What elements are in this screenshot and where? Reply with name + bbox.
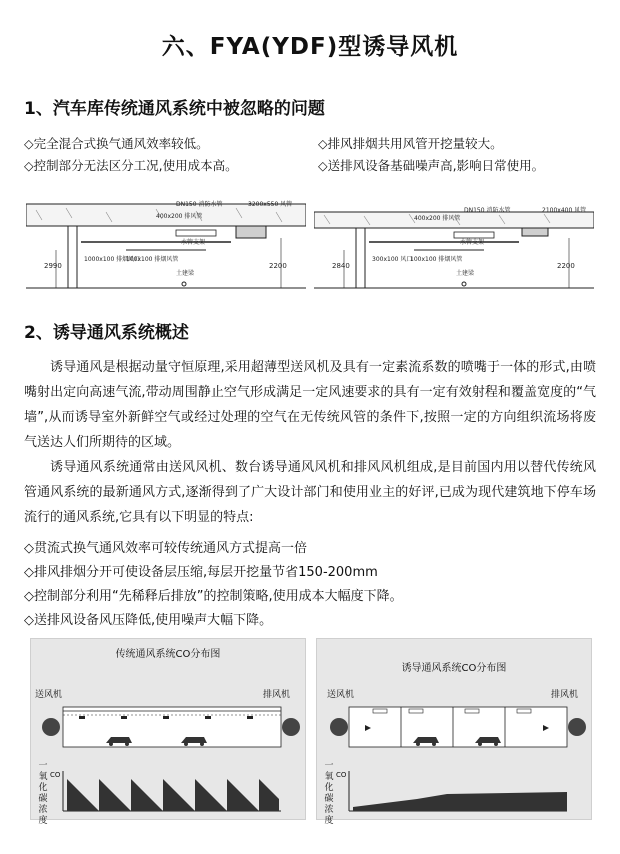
section-drawing-traditional xyxy=(26,190,306,295)
drawing-label: 3200x550 风管 xyxy=(248,201,293,208)
diagram-title: 传统通风系统CO分布图 xyxy=(115,649,221,660)
feature-item: ◇控制部分利用“先稀释后排放”的控制策略,使用成本大幅度下降。 xyxy=(24,589,403,604)
feature-item: ◇排风排烟分开可使设备层压缩,每层开挖量节省150-200mm xyxy=(24,565,378,580)
drawing-label: 300x100 风口 xyxy=(372,256,413,263)
page-title: 六、FYA(YDF)型诱导风机 xyxy=(161,34,459,60)
exhaust-fan-label: 排风机 xyxy=(263,690,291,700)
drawing-dimension: 2200 xyxy=(557,262,575,270)
bullet-item: ◇送排风设备基础噪声高,影响日常使用。 xyxy=(318,158,545,173)
paragraph: 诱导通风是根据动量守恒原理,采用超薄型送风机及具有一定素流系数的喷嘴于一体的形式,由喷嘴射出定向高速气流,带动周围静止空气形成满足一定风速要求的具有一定有效射程和覆盖宽度的“气墙”,从而诱导室外新鲜空气或经过处理的空气在无传统风管的条件下,按照一定的方向组织流场将废气送达人们所期待的区域。 xyxy=(24,360,596,450)
drawing-label: DN150 消防水管 xyxy=(176,201,223,208)
paragraph: 诱导通风系统通常由送风风机、数台诱导通风风机和排风风机组成,是目前国内用以替代传统风管通风系统的最新通风方式,逐渐得到了广大设计部门和使用业主的好评,已成为现代建筑地下停车场流行的通风系统,它具有以下明显的特点: xyxy=(24,460,596,525)
overview-text xyxy=(24,355,596,530)
section2-heading: 2、诱导通风系统概述 xyxy=(24,323,189,343)
exhaust-fan-icon xyxy=(282,718,300,736)
co-diagram-traditional xyxy=(30,638,306,826)
drawing-dimension: 2200 xyxy=(269,262,287,270)
exhaust-fan-label: 排风机 xyxy=(551,690,579,700)
feature-item: ◇送排风设备风压降低,使用噪声大幅下降。 xyxy=(24,613,273,628)
drawing-label: 400x200 排风管 xyxy=(156,213,203,220)
drawing-label: 400x200 排风管 xyxy=(414,215,461,222)
supply-fan-label: 送风机 xyxy=(35,690,63,700)
drawing-label: 2100x400 风管 xyxy=(542,207,587,214)
drawing-dimension: 2990 xyxy=(44,262,62,270)
drawing-label: 水管支架 xyxy=(181,239,206,246)
section-drawing-induced xyxy=(314,190,594,295)
feature-item: ◇贯流式换气通风效率可较传统通风方式提高一倍 xyxy=(24,541,307,556)
drawing-dimension: 2840 xyxy=(332,262,350,270)
diagram-svg xyxy=(31,639,305,819)
co-label: CO xyxy=(336,771,347,779)
exhaust-fan-icon xyxy=(568,718,586,736)
section1-heading: 1、汽车库传统通风系统中被忽略的问题 xyxy=(24,99,325,119)
supply-fan-icon xyxy=(330,718,348,736)
y-axis-label: 一氧化碳浓度 xyxy=(38,761,48,826)
drawing-label: 土建梁 xyxy=(456,270,475,277)
diagram-title: 诱导通风系统CO分布图 xyxy=(401,663,507,674)
bullet-item: ◇完全混合式换气通风效率较低。 xyxy=(24,136,209,151)
supply-fan-label: 送风机 xyxy=(327,690,355,700)
y-axis-label: 一氧化碳浓度 xyxy=(324,761,334,826)
drawing-label: 100x100 排烟风管 xyxy=(126,256,179,263)
feature-list xyxy=(24,537,403,633)
drawing-label: 土建梁 xyxy=(176,270,195,277)
drawing-label: DN150 消防水管 xyxy=(464,207,511,214)
drawing-label: 水管支架 xyxy=(460,239,485,246)
bullet-item: ◇控制部分无法区分工况,使用成本高。 xyxy=(24,158,238,173)
supply-fan-icon xyxy=(42,718,60,736)
co-diagram-induced xyxy=(316,638,592,826)
drawing-label: 100x100 排烟风管 xyxy=(410,256,463,263)
diagram-svg xyxy=(317,639,591,819)
co-label: CO xyxy=(50,771,61,779)
drawing-label: 1000x100 排烟风口 xyxy=(84,256,141,263)
bullet-item: ◇排风排烟共用风管开挖量较大。 xyxy=(318,136,503,151)
